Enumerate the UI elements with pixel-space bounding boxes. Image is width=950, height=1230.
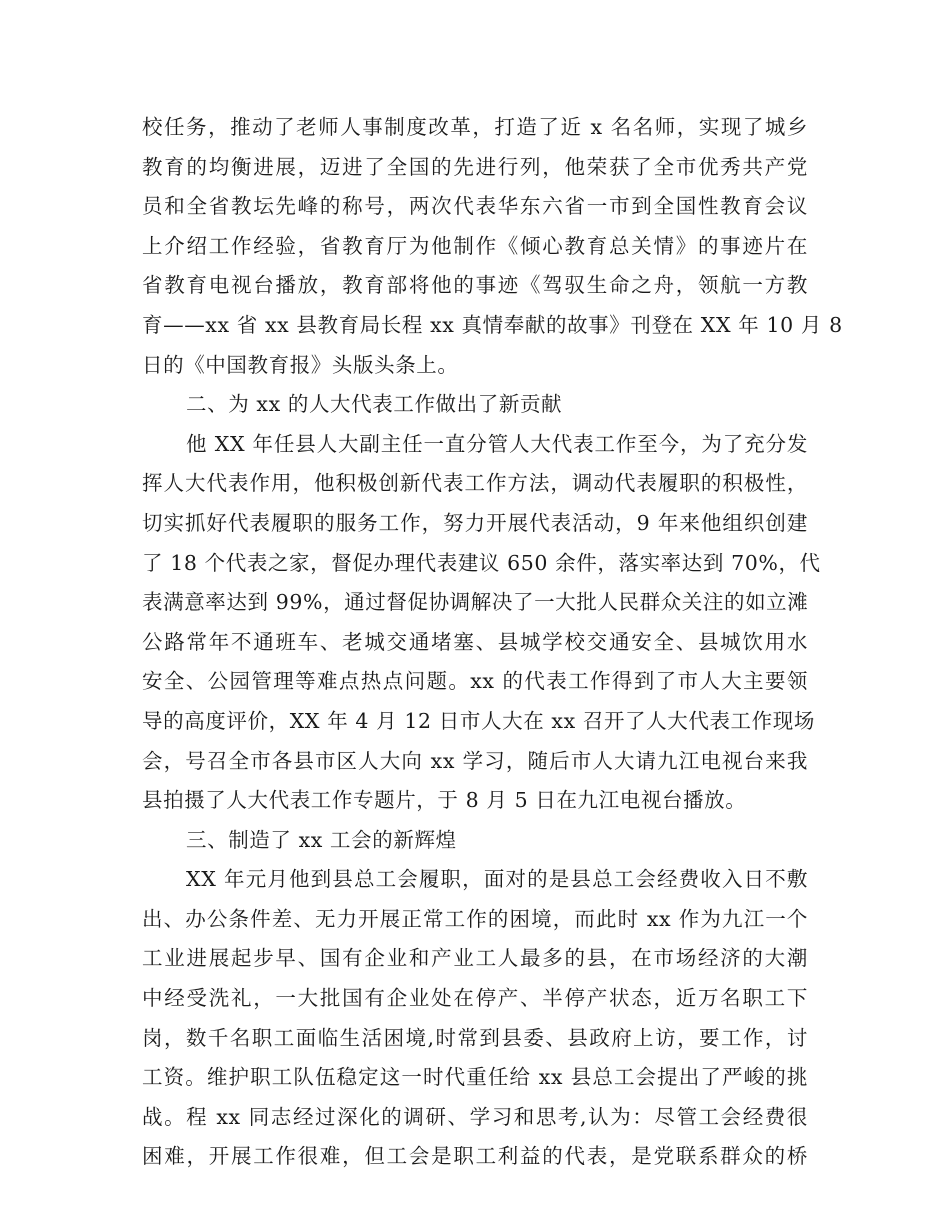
text-line: 省教育电视台播放，教育部将他的事迹《驾驭生命之舟，领航一方教 (142, 273, 808, 298)
text-line: 员和全省教坛先峰的称号，两次代表华东六省一市到全国性教育会议 (142, 194, 808, 219)
text-line: 工业进展起步早、国有企业和产业工人最多的县，在市场经济的大潮 (142, 946, 808, 971)
text-line: 安全、公园管理等难点热点问题。xx 的代表工作得到了市人大主要领 (142, 669, 808, 694)
section-heading: 三、制造了 xx 工会的新辉煌 (186, 827, 457, 852)
text-line: 了 18 个代表之家，督促办理代表建议 650 余件，落实率达到 70%，代 (142, 550, 821, 575)
text-line: 教育的均衡进展，迈进了全国的先进行列，他荣获了全市优秀共产党 (142, 154, 808, 179)
text-line: 育——xx 省 xx 县教育局长程 xx 真情奉献的故事》刊登在 XX 年 10 月 8 (142, 312, 843, 337)
text-line: 上介绍工作经验，省教育厅为他制作《倾心教育总关情》的事迹片在 (142, 233, 808, 258)
text-line: 日的《中国教育报》头版头条上。 (142, 352, 459, 377)
text-line: XX 年元月他到县总工会履职，面对的是县总工会经费收入日不敷 (186, 867, 808, 892)
text-line: 他 XX 年任县人大副主任一直分管人大代表工作至今，为了充分发 (186, 431, 808, 456)
text-line: 县拍摄了人大代表工作专题片，于 8 月 5 日在九江电视台播放。 (142, 788, 747, 813)
text-line: 表满意率达到 99%，通过督促协调解决了一大批人民群众关注的如立滩 (142, 590, 809, 615)
document-body (142, 108, 843, 1177)
section-heading: 二、为 xx 的人大代表工作做出了新贡献 (186, 392, 563, 417)
text-line: 导的高度评价，XX 年 4 月 12 日市人大在 xx 召开了人大代表工作现场 (142, 708, 815, 733)
text-line: 挥人大代表作用，他积极创新代表工作方法，调动代表履职的积极性， (142, 471, 808, 496)
text-line: 出、办公条件差、无力开展正常工作的困境，而此时 xx 作为九江一个 (142, 906, 808, 931)
text-line: 战。程 xx 同志经过深化的调研、学习和思考,认为：尽管工会经费很 (142, 1104, 808, 1129)
text-line: 中经受洗礼，一大批国有企业处在停产、半停产状态，近万名职工下 (142, 986, 808, 1011)
text-line: 工资。维护职工队伍稳定这一时代重任给 xx 县总工会提出了严峻的挑 (142, 1065, 808, 1090)
text-line: 会，号召全市各县市区人大向 xx 学习，随后市人大请九江电视台来我 (142, 748, 808, 773)
text-line: 切实抓好代表履职的服务工作，努力开展代表活动，9 年来他组织创建 (142, 510, 808, 535)
text-line: 公路常年不通班车、老城交通堵塞、县城学校交通安全、县城饮用水 (142, 629, 808, 654)
text-line: 岗，数千名职工面临生活困境,时常到县委、县政府上访，要工作，讨 (142, 1025, 808, 1050)
text-line: 校任务，推动了老师人事制度改革，打造了近 x 名名师，实现了城乡 (142, 115, 808, 139)
text-line: 困难，开展工作很难，但工会是职工利益的代表，是党联系群众的桥 (142, 1144, 808, 1169)
